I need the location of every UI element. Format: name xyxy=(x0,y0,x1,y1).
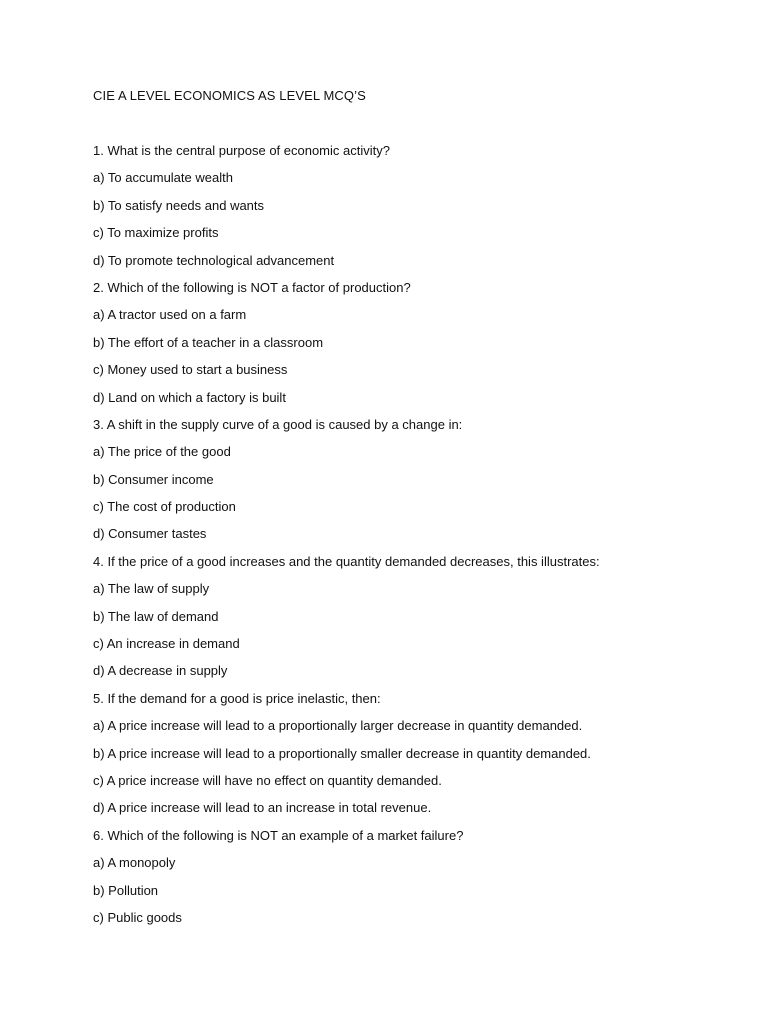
answer-option: c) An increase in demand xyxy=(93,636,240,652)
answer-option: d) Land on which a factory is built xyxy=(93,389,286,405)
answer-option: b) Pollution xyxy=(93,882,159,898)
answer-option: d) A price increase will lead to an increase in total revenue. xyxy=(93,800,432,816)
answer-option: c) A price increase will have no effect on quantity demanded. xyxy=(93,772,442,788)
question-stem: 6. Which of the following is NOT an example of a market failure? xyxy=(93,827,464,843)
answer-option: a) To accumulate wealth xyxy=(93,170,233,186)
answer-option: c) To maximize profits xyxy=(93,225,219,241)
answer-option: c) Public goods xyxy=(93,909,182,925)
answer-option: c) The cost of production xyxy=(93,499,236,515)
answer-option: a) A price increase will lead to a proportionally larger decrease in quantity demanded. xyxy=(93,718,583,734)
answer-option: c) Money used to start a business xyxy=(93,362,288,378)
answer-option: b) A price increase will lead to a proportionally smaller decrease in quantity demanded. xyxy=(93,745,591,761)
answer-option: b) The effort of a teacher in a classroom xyxy=(93,334,324,350)
answer-option: d) A decrease in supply xyxy=(93,663,228,679)
question-stem: 3. A shift in the supply curve of a good is caused by a change in: xyxy=(93,416,463,432)
answer-option: b) Consumer income xyxy=(93,471,214,487)
question-stem: 1. What is the central purpose of economic activity? xyxy=(93,143,390,158)
answer-option: d) To promote technological advancement xyxy=(93,252,335,268)
question-stem: 4. If the price of a good increases and the quantity demanded decreases, this illustrates: xyxy=(93,553,600,569)
answer-option: a) The law of supply xyxy=(93,581,210,597)
question-stem: 5. If the demand for a good is price inelastic, then: xyxy=(93,690,381,706)
answer-option: a) The price of the good xyxy=(93,444,231,460)
question-list xyxy=(93,142,733,936)
answer-option: b) To satisfy needs and wants xyxy=(93,197,265,213)
answer-option: a) A monopoly xyxy=(93,855,176,871)
answer-option: b) The law of demand xyxy=(93,608,219,624)
question-stem: 2. Which of the following is NOT a factor of production? xyxy=(93,279,411,295)
answer-option: d) Consumer tastes xyxy=(93,526,207,542)
answer-option: a) A tractor used on a farm xyxy=(93,307,247,323)
document-title: CIE A LEVEL ECONOMICS AS LEVEL MCQ’S xyxy=(93,88,366,103)
